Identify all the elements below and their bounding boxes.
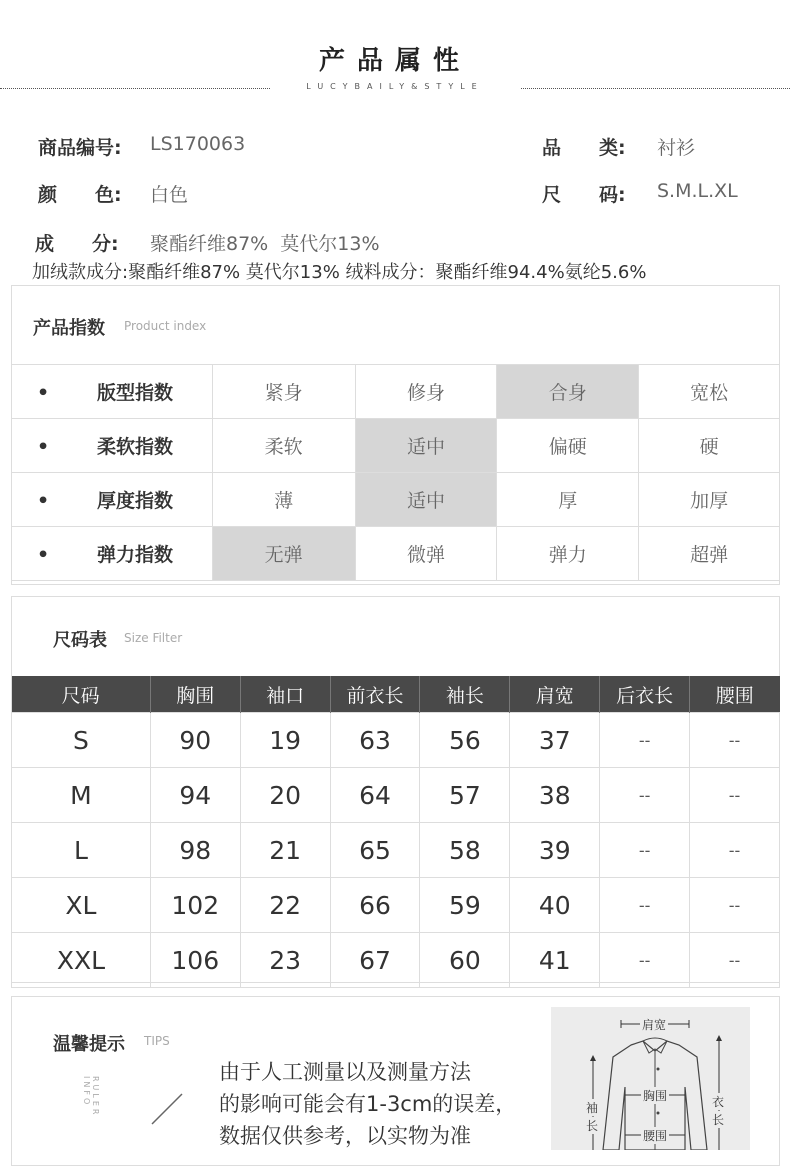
size-table-cell: -- xyxy=(690,933,780,988)
index-option-selected: 无弹 xyxy=(212,527,355,581)
size-table-cell: -- xyxy=(690,878,780,933)
index-option: 薄 xyxy=(212,473,355,527)
velvet-composition-line: 加绒款成分:聚酯纤维87% 莫代尔13% 绒料成分：聚酯纤维94.4%氨纶5.6% xyxy=(32,262,647,283)
color-value: 白色 xyxy=(150,184,189,206)
size-table-cell: 102 xyxy=(150,878,240,933)
diagram-chest-label: 胸围 xyxy=(643,1089,668,1103)
index-row-name xyxy=(12,419,213,473)
index-option-selected: 适中 xyxy=(355,419,497,473)
size-table-cell: 58 xyxy=(420,823,510,878)
bullet-icon: • xyxy=(37,436,50,458)
index-option: 弹力 xyxy=(497,527,639,581)
index-name-label: 柔软指数 xyxy=(97,436,174,458)
index-option-selected: 适中 xyxy=(355,473,497,527)
size-table xyxy=(11,676,780,988)
size-label: 尺 码: xyxy=(542,184,626,206)
size-table-cell: 40 xyxy=(510,878,600,933)
size-table-header: 腰围 xyxy=(690,676,780,713)
index-option: 超弹 xyxy=(639,527,780,581)
size-table-cell: 39 xyxy=(510,823,600,878)
index-row xyxy=(12,419,780,473)
table-row xyxy=(12,713,780,768)
size-table-cell: 64 xyxy=(330,768,420,823)
tips-line-2: 的影响可能会有1-3cm的误差， xyxy=(219,1092,517,1116)
size-table-cell: -- xyxy=(690,713,780,768)
index-option: 硬 xyxy=(639,419,780,473)
diagram-waist-label: 腰围 xyxy=(643,1129,668,1143)
size-table-cell: 90 xyxy=(150,713,240,768)
size-table-cell: -- xyxy=(600,768,690,823)
index-row xyxy=(12,365,780,419)
size-table-cell: 20 xyxy=(240,768,330,823)
item-no-value: LS170063 xyxy=(150,133,246,155)
size-table-cell: 21 xyxy=(240,823,330,878)
index-row-name xyxy=(12,365,213,419)
size-table-cell: 22 xyxy=(240,878,330,933)
index-name-label: 弹力指数 xyxy=(97,544,174,566)
tips-text xyxy=(219,1056,516,1152)
size-table-cell: 38 xyxy=(510,768,600,823)
size-table-cell: 56 xyxy=(420,713,510,768)
size-table-cell: 59 xyxy=(420,878,510,933)
index-row xyxy=(12,473,780,527)
tips-title: 温馨提示 xyxy=(53,1034,125,1055)
index-option: 加厚 xyxy=(639,473,780,527)
size-table-cell: 106 xyxy=(150,933,240,988)
size-table-header: 前衣长 xyxy=(330,676,420,713)
diagram-length-label-1: 衣 xyxy=(712,1095,725,1109)
size-table-header: 袖长 xyxy=(420,676,510,713)
tips-line-3: 数据仅供参考，以实物为准 xyxy=(219,1124,471,1148)
size-table-cell: 57 xyxy=(420,768,510,823)
size-table-cell: XXL xyxy=(12,933,151,988)
size-table-cell: 63 xyxy=(330,713,420,768)
product-index-title: 产品指数 xyxy=(33,318,105,339)
diagram-sleeve-label-2: 长 xyxy=(586,1119,599,1133)
index-row xyxy=(12,527,780,581)
size-table-cell: L xyxy=(12,823,151,878)
index-option: 偏硬 xyxy=(497,419,639,473)
bullet-icon: • xyxy=(37,544,50,566)
size-table-cell: XL xyxy=(12,878,151,933)
diagram-shoulder-label: 肩宽 xyxy=(642,1018,667,1032)
product-index-subtitle: Product index xyxy=(124,319,207,333)
index-option: 宽松 xyxy=(639,365,780,419)
size-table-cell: -- xyxy=(600,713,690,768)
table-row xyxy=(12,768,780,823)
size-table-cell: -- xyxy=(690,823,780,878)
size-table-cell: 41 xyxy=(510,933,600,988)
size-table-cell: 23 xyxy=(240,933,330,988)
size-table-cell: 60 xyxy=(420,933,510,988)
size-table-cell: -- xyxy=(600,823,690,878)
tips-line-1: 由于人工测量以及测量方法 xyxy=(219,1060,471,1084)
table-row xyxy=(12,823,780,878)
index-option: 微弹 xyxy=(355,527,497,581)
slash-decoration xyxy=(150,1092,184,1126)
size-table-cell: -- xyxy=(690,768,780,823)
bullet-icon: • xyxy=(37,490,50,512)
category-label: 品 类: xyxy=(542,137,626,159)
size-table-subtitle: Size Filter xyxy=(124,631,183,645)
size-table-cell: 67 xyxy=(330,933,420,988)
size-table-header: 袖口 xyxy=(240,676,330,713)
index-option: 紧身 xyxy=(212,365,355,419)
index-option: 修身 xyxy=(355,365,497,419)
size-table-cell: -- xyxy=(600,933,690,988)
index-row-name xyxy=(12,473,213,527)
index-option-selected: 合身 xyxy=(497,365,639,419)
index-name-label: 厚度指数 xyxy=(97,490,174,512)
index-name-label: 版型指数 xyxy=(97,382,174,404)
size-table-cell: 19 xyxy=(240,713,330,768)
size-table-cell: -- xyxy=(600,878,690,933)
size-table-title: 尺码表 xyxy=(53,630,107,651)
index-option: 柔软 xyxy=(212,419,355,473)
composition-value: 聚酯纤维87% 莫代尔13% xyxy=(150,233,380,255)
size-table-header: 尺码 xyxy=(12,676,151,713)
size-table-header: 胸围 xyxy=(150,676,240,713)
measurement-diagram xyxy=(551,1007,750,1150)
bullet-icon: • xyxy=(37,382,50,404)
tips-subtitle: TIPS xyxy=(144,1034,170,1048)
size-value: S.M.L.XL xyxy=(657,180,738,202)
size-table-cell: 66 xyxy=(330,878,420,933)
table-row xyxy=(12,933,780,988)
size-table-cell: M xyxy=(12,768,151,823)
size-table-cell: S xyxy=(12,713,151,768)
composition-label: 成 分: xyxy=(35,233,119,255)
index-option: 厚 xyxy=(497,473,639,527)
size-table-cell: 98 xyxy=(150,823,240,878)
ruler-info-vertical: RULER INFO xyxy=(82,1076,100,1118)
page-title: 产品属性 xyxy=(318,46,471,76)
size-table-header: 后衣长 xyxy=(600,676,690,713)
brand-subtitle: LUCYBAILY&STYLE xyxy=(270,82,520,91)
product-index-table xyxy=(11,364,780,581)
size-table-cell: 65 xyxy=(330,823,420,878)
diagram-sleeve-label-1: 袖 xyxy=(586,1101,599,1115)
index-row-name xyxy=(12,527,213,581)
table-row xyxy=(12,878,780,933)
color-label: 颜 色: xyxy=(38,184,122,206)
item-no-label: 商品编号: xyxy=(38,137,122,159)
diagram-length-label-2: 长 xyxy=(712,1113,725,1127)
size-table-cell: 37 xyxy=(510,713,600,768)
size-table-header: 肩宽 xyxy=(510,676,600,713)
size-table-cell: 94 xyxy=(150,768,240,823)
category-value: 衬衫 xyxy=(657,137,696,159)
